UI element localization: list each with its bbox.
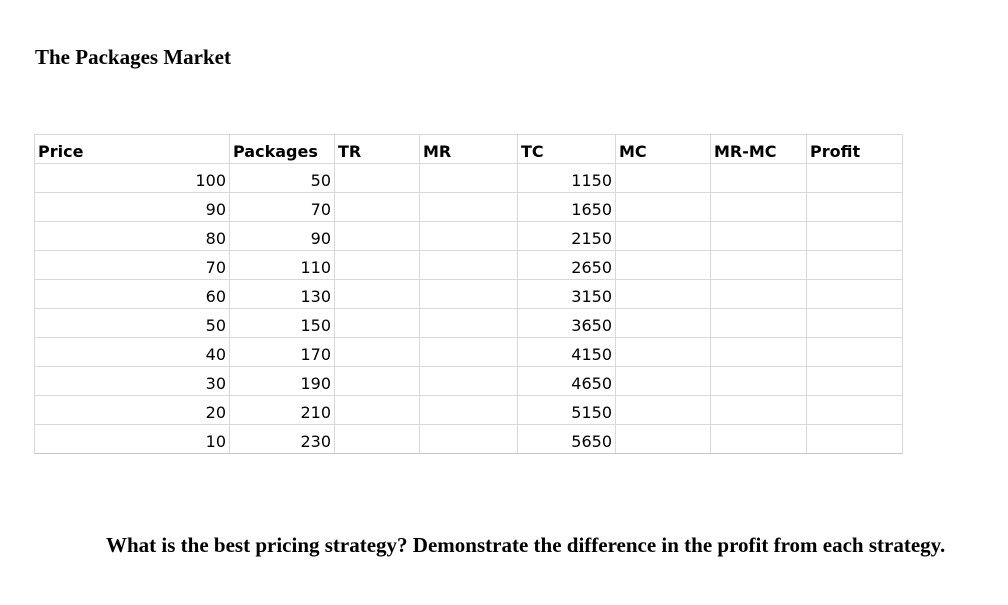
price-cell: 50: [35, 309, 230, 338]
packages-cell: 190: [230, 367, 335, 396]
packages-cell: 50: [230, 164, 335, 193]
tr-cell: [335, 280, 420, 309]
mc-cell: [616, 222, 711, 251]
tc-cell: 2150: [518, 222, 616, 251]
mr-cell: [420, 251, 518, 280]
table-header-row: [35, 135, 903, 164]
mr-cell: [420, 193, 518, 222]
table-row: [35, 222, 903, 251]
packages-cell: 150: [230, 309, 335, 338]
mc-cell: [616, 338, 711, 367]
profit-cell: [807, 367, 903, 396]
mr-mc-cell: [711, 309, 807, 338]
tc-cell: 3650: [518, 309, 616, 338]
mr-cell: [420, 338, 518, 367]
mr-cell: [420, 222, 518, 251]
mr-cell: [420, 280, 518, 309]
tc-cell: 4650: [518, 367, 616, 396]
header-mr: MR: [420, 135, 518, 164]
mc-cell: [616, 309, 711, 338]
question-text: What is the best pricing strategy? Demonstrate the difference in the profit from each strategy.: [106, 533, 946, 557]
profit-cell: [807, 396, 903, 425]
profit-cell: [807, 164, 903, 193]
price-cell: 70: [35, 251, 230, 280]
tr-cell: [335, 164, 420, 193]
price-cell: 20: [35, 396, 230, 425]
tr-cell: [335, 222, 420, 251]
page-title: The Packages Market: [35, 45, 231, 69]
packages-cell: 210: [230, 396, 335, 425]
header-tc: TC: [518, 135, 616, 164]
packages-cell: 110: [230, 251, 335, 280]
tr-cell: [335, 338, 420, 367]
mc-cell: [616, 396, 711, 425]
header-price: Price: [35, 135, 230, 164]
packages-cell: 130: [230, 280, 335, 309]
tc-cell: 5650: [518, 425, 616, 454]
mr-mc-cell: [711, 425, 807, 454]
mr-mc-cell: [711, 251, 807, 280]
mr-mc-cell: [711, 193, 807, 222]
mr-mc-cell: [711, 338, 807, 367]
tc-cell: 1650: [518, 193, 616, 222]
price-cell: 60: [35, 280, 230, 309]
tr-cell: [335, 251, 420, 280]
tr-cell: [335, 396, 420, 425]
price-cell: 40: [35, 338, 230, 367]
price-cell: 30: [35, 367, 230, 396]
mr-cell: [420, 367, 518, 396]
table-row: [35, 280, 903, 309]
tc-cell: 3150: [518, 280, 616, 309]
profit-cell: [807, 280, 903, 309]
mr-cell: [420, 396, 518, 425]
mc-cell: [616, 280, 711, 309]
packages-market-table: [34, 134, 903, 454]
mr-cell: [420, 164, 518, 193]
tc-cell: 2650: [518, 251, 616, 280]
table-row: [35, 251, 903, 280]
packages-cell: 90: [230, 222, 335, 251]
header-profit: Profit: [807, 135, 903, 164]
price-cell: 10: [35, 425, 230, 454]
mc-cell: [616, 251, 711, 280]
table-row: [35, 309, 903, 338]
packages-cell: 170: [230, 338, 335, 367]
profit-cell: [807, 251, 903, 280]
mc-cell: [616, 425, 711, 454]
price-cell: 80: [35, 222, 230, 251]
tr-cell: [335, 425, 420, 454]
price-cell: 100: [35, 164, 230, 193]
table-row: [35, 396, 903, 425]
table-row: [35, 164, 903, 193]
table-row: [35, 338, 903, 367]
profit-cell: [807, 193, 903, 222]
mr-mc-cell: [711, 280, 807, 309]
mr-mc-cell: [711, 396, 807, 425]
tc-cell: 4150: [518, 338, 616, 367]
mr-mc-cell: [711, 164, 807, 193]
tc-cell: 1150: [518, 164, 616, 193]
packages-cell: 70: [230, 193, 335, 222]
profit-cell: [807, 309, 903, 338]
mc-cell: [616, 164, 711, 193]
tr-cell: [335, 193, 420, 222]
header-mc: MC: [616, 135, 711, 164]
mr-mc-cell: [711, 222, 807, 251]
tc-cell: 5150: [518, 396, 616, 425]
profit-cell: [807, 338, 903, 367]
header-tr: TR: [335, 135, 420, 164]
table-row: [35, 425, 903, 454]
price-cell: 90: [35, 193, 230, 222]
mr-cell: [420, 309, 518, 338]
mc-cell: [616, 367, 711, 396]
mr-cell: [420, 425, 518, 454]
profit-cell: [807, 425, 903, 454]
header-packages: Packages: [230, 135, 335, 164]
profit-cell: [807, 222, 903, 251]
table-row: [35, 193, 903, 222]
table-row: [35, 367, 903, 396]
header-mr-mc: MR-MC: [711, 135, 807, 164]
mr-mc-cell: [711, 367, 807, 396]
tr-cell: [335, 309, 420, 338]
mc-cell: [616, 193, 711, 222]
tr-cell: [335, 367, 420, 396]
packages-cell: 230: [230, 425, 335, 454]
